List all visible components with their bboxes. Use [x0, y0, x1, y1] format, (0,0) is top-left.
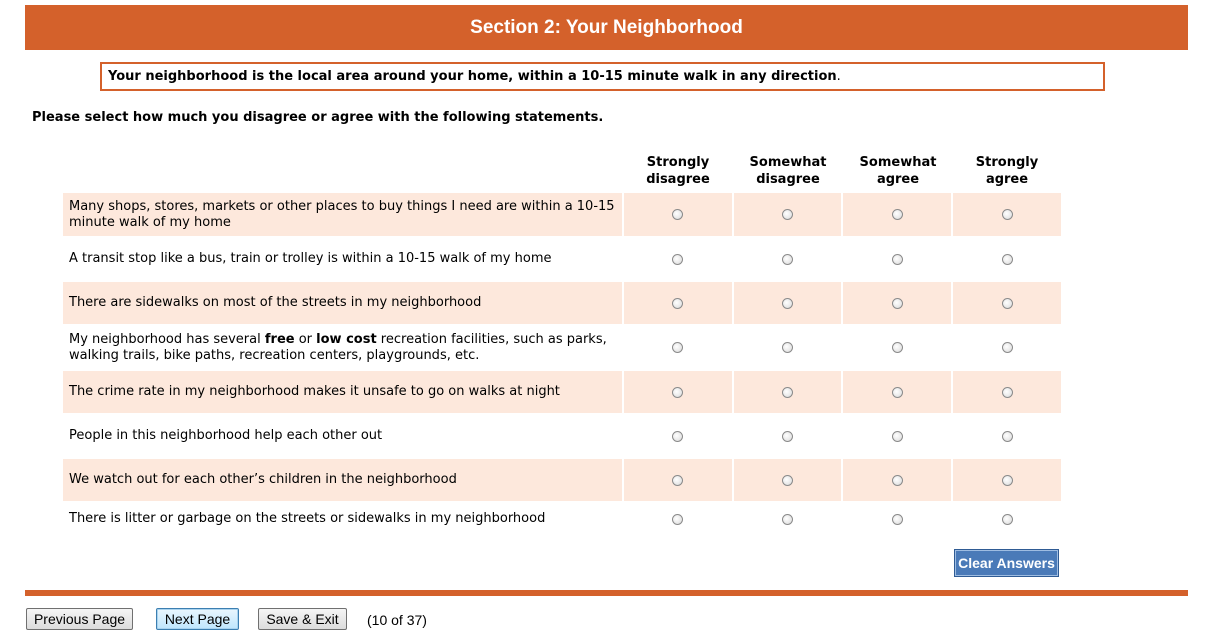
column-header-strongly-agree — [953, 154, 1061, 188]
statement-text-segment: My neighborhood has several — [69, 331, 265, 347]
radio-strongly-disagree[interactable] — [672, 298, 683, 309]
option-cell — [734, 193, 842, 236]
option-cell — [624, 238, 732, 280]
statement-row-litter — [63, 503, 1061, 535]
statement-row-crime — [63, 371, 1061, 413]
option-cell — [624, 503, 732, 535]
statement-text: We watch out for each other’s children in the neighborhood — [63, 459, 622, 501]
statement-row-help — [63, 415, 1061, 457]
column-header-somewhat-disagree — [734, 154, 842, 188]
option-cell — [624, 415, 732, 457]
column-header-line: Strongly — [646, 155, 710, 170]
option-cell — [624, 459, 732, 501]
footer-divider — [25, 590, 1188, 596]
option-cell — [843, 238, 951, 280]
radio-somewhat-agree[interactable] — [892, 514, 903, 525]
option-cell — [734, 503, 842, 535]
statement-text: A transit stop like a bus, train or trolley is within a 10-15 walk of my home — [69, 251, 552, 266]
radio-strongly-disagree[interactable] — [672, 342, 683, 353]
clear-answers-button[interactable]: Clear Answers — [954, 549, 1059, 577]
option-cell — [843, 193, 951, 236]
radio-somewhat-disagree[interactable] — [782, 209, 793, 220]
statement-row-sidewalks — [63, 282, 1061, 324]
radio-strongly-disagree[interactable] — [672, 514, 683, 525]
option-cell — [953, 503, 1061, 535]
radio-somewhat-agree[interactable] — [892, 254, 903, 265]
radio-somewhat-agree[interactable] — [892, 298, 903, 309]
statement-text: The crime rate in my neighborhood makes it unsafe to go on walks at night — [63, 371, 622, 413]
column-header-line: agree — [985, 172, 1029, 187]
option-cell — [843, 459, 951, 501]
radio-strongly-agree[interactable] — [1002, 342, 1013, 353]
column-header-somewhat-agree — [844, 154, 952, 188]
radio-strongly-disagree[interactable] — [672, 475, 683, 486]
option-cell — [843, 503, 951, 535]
radio-strongly-agree[interactable] — [1002, 254, 1013, 265]
section-title: Section 2: Your Neighborhood — [470, 16, 743, 38]
radio-strongly-agree[interactable] — [1002, 431, 1013, 442]
option-cell — [843, 282, 951, 324]
option-cell — [734, 371, 842, 413]
statement-row-transit — [63, 238, 1061, 280]
radio-strongly-agree[interactable] — [1002, 298, 1013, 309]
radio-somewhat-disagree[interactable] — [782, 298, 793, 309]
statement-text-segment: or — [294, 331, 317, 347]
option-cell — [624, 193, 732, 236]
radio-somewhat-disagree[interactable] — [782, 342, 793, 353]
save-exit-button[interactable]: Save & Exit — [258, 608, 347, 630]
statement-row-recreation — [63, 326, 1061, 369]
radio-strongly-disagree[interactable] — [672, 209, 683, 220]
option-cell — [734, 238, 842, 280]
option-cell — [624, 326, 732, 369]
radio-strongly-agree[interactable] — [1002, 475, 1013, 486]
column-header-line: agree — [876, 172, 920, 187]
statement-text: There is litter or garbage on the streets or sidewalks in my neighborhood — [69, 511, 546, 526]
statement-text-emphasis: free — [264, 331, 295, 347]
statement-text — [63, 326, 622, 369]
definition-period: . — [836, 69, 841, 84]
radio-somewhat-agree[interactable] — [892, 387, 903, 398]
option-cell — [734, 415, 842, 457]
column-header-line: disagree — [756, 172, 820, 187]
next-page-button[interactable]: Next Page — [156, 608, 239, 630]
radio-somewhat-disagree[interactable] — [782, 514, 793, 525]
column-header-line: Somewhat — [859, 155, 937, 170]
option-cell — [734, 459, 842, 501]
radio-strongly-disagree[interactable] — [672, 431, 683, 442]
radio-strongly-agree[interactable] — [1002, 514, 1013, 525]
option-cell — [953, 371, 1061, 413]
column-header-line: Strongly — [975, 155, 1039, 170]
option-cell — [734, 326, 842, 369]
radio-somewhat-agree[interactable] — [892, 431, 903, 442]
neighborhood-definition-box — [100, 62, 1105, 91]
statement-text: Many shops, stores, markets or other places to buy things I need are within a 10-15 minute walk of my home — [63, 193, 622, 236]
definition-text: Your neighborhood is the local area around your home, within a 10-15 minute walk in any direction — [108, 69, 837, 84]
page-counter: (10 of 37) — [367, 612, 427, 628]
option-cell — [953, 282, 1061, 324]
statement-text-segment: recreation facilities, such as parks, walking trails, bike paths, recreation centers, playgrounds, etc. — [69, 331, 607, 363]
instructions-text: Please select how much you disagree or agree with the following statements. — [32, 110, 604, 125]
radio-somewhat-agree[interactable] — [892, 342, 903, 353]
radio-somewhat-agree[interactable] — [892, 209, 903, 220]
option-cell — [843, 371, 951, 413]
statement-row-children — [63, 459, 1061, 501]
radio-somewhat-agree[interactable] — [892, 475, 903, 486]
column-header-line: Somewhat — [749, 155, 827, 170]
statement-text-emphasis: low cost — [316, 331, 377, 347]
column-header-line: disagree — [646, 172, 710, 187]
option-cell — [843, 326, 951, 369]
radio-strongly-disagree[interactable] — [672, 387, 683, 398]
statement-text-part — [69, 332, 616, 364]
previous-page-button[interactable]: Previous Page — [26, 608, 133, 630]
radio-strongly-disagree[interactable] — [672, 254, 683, 265]
statement-row-shops — [63, 193, 1061, 236]
column-header-strongly-disagree — [624, 154, 732, 188]
radio-somewhat-disagree[interactable] — [782, 475, 793, 486]
radio-strongly-agree[interactable] — [1002, 209, 1013, 220]
statement-text: People in this neighborhood help each other out — [69, 428, 383, 443]
option-cell — [624, 371, 732, 413]
option-cell — [734, 282, 842, 324]
radio-somewhat-disagree[interactable] — [782, 387, 793, 398]
option-cell — [953, 238, 1061, 280]
option-cell — [624, 282, 732, 324]
radio-somewhat-disagree[interactable] — [782, 431, 793, 442]
section-header — [25, 5, 1188, 50]
option-cell — [953, 415, 1061, 457]
statement-text: There are sidewalks on most of the streets in my neighborhood — [63, 282, 622, 324]
option-cell — [953, 459, 1061, 501]
option-cell — [953, 326, 1061, 369]
radio-somewhat-disagree[interactable] — [782, 254, 793, 265]
option-cell — [843, 415, 951, 457]
option-cell — [953, 193, 1061, 236]
radio-strongly-agree[interactable] — [1002, 387, 1013, 398]
